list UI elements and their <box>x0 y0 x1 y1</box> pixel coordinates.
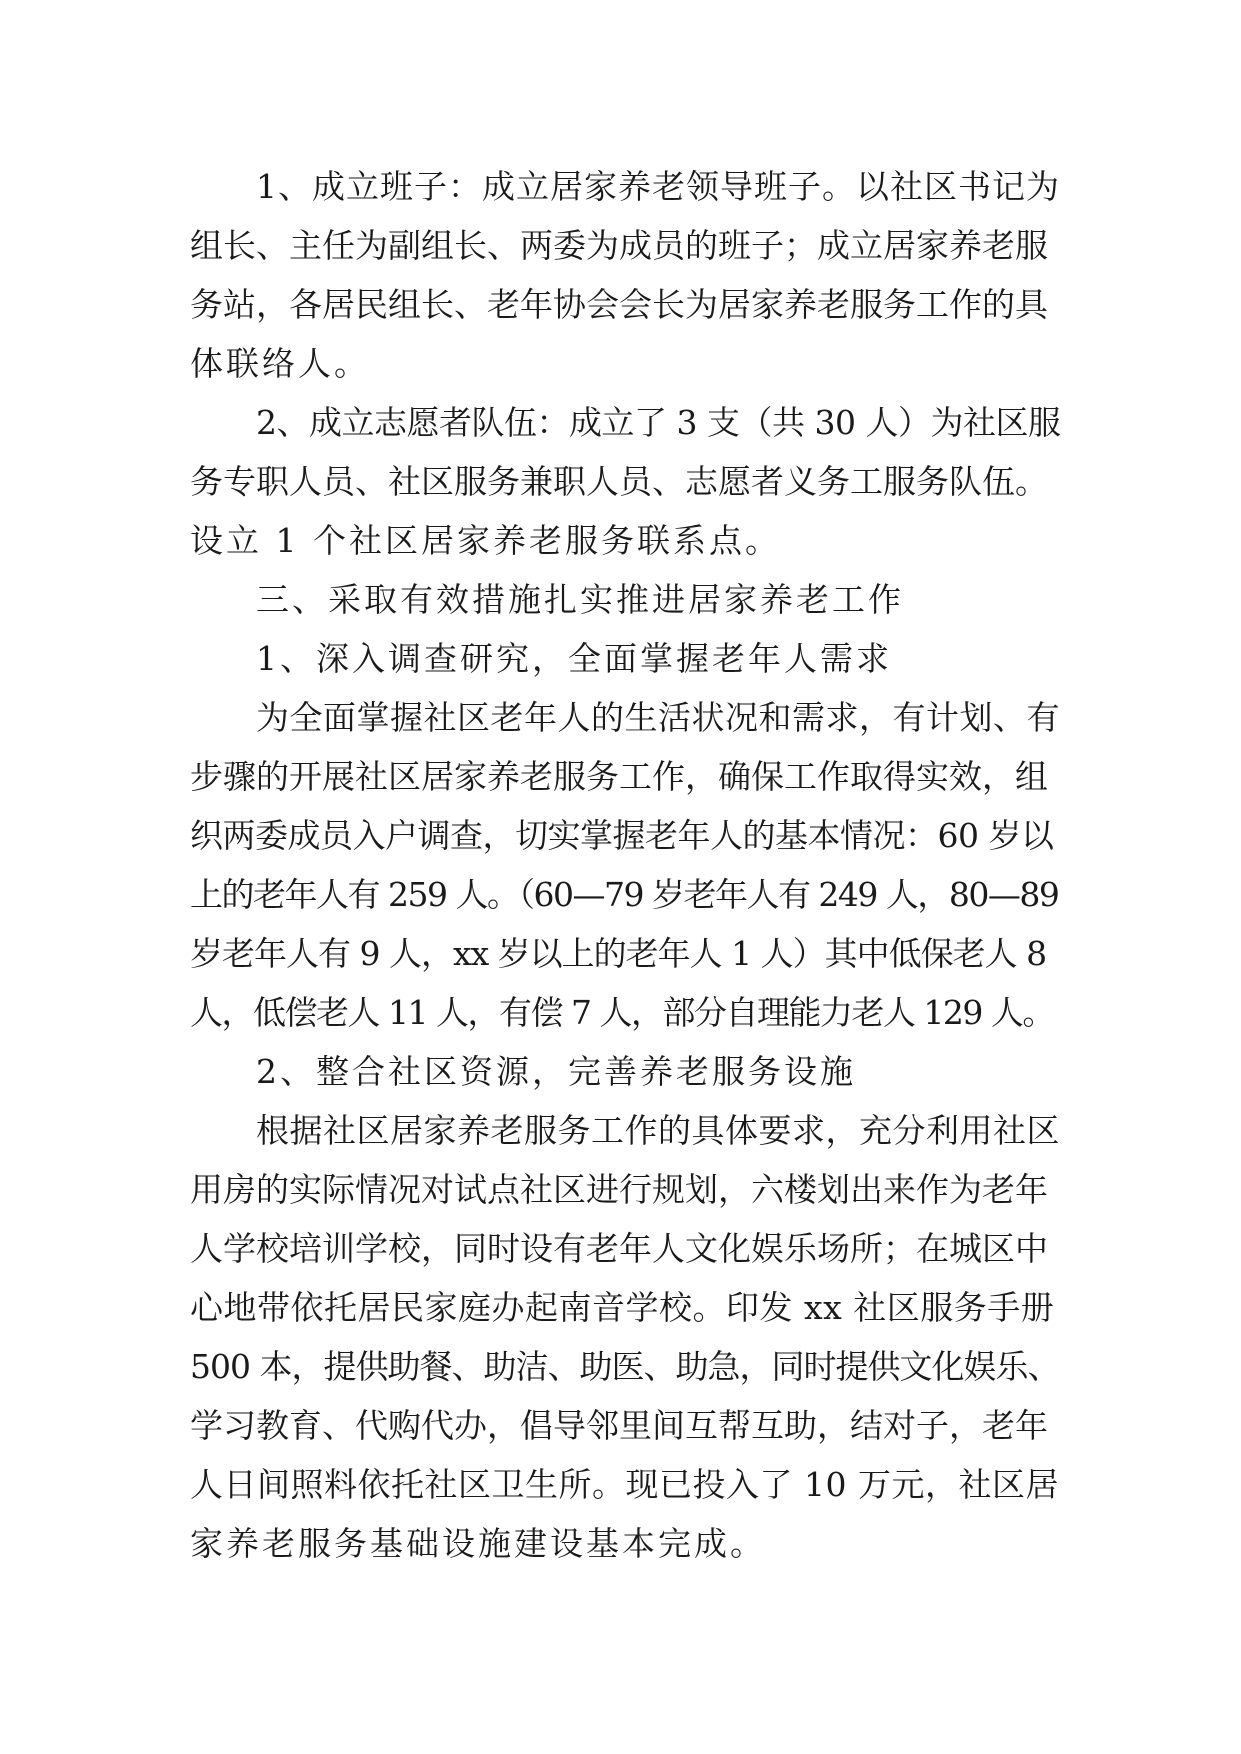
text-line-17: 根据社区居家养老服务工作的具体要求，充分利用社区 <box>256 1111 1060 1150</box>
subheading-2: 2、整合社区资源，完善养老服务设施 <box>256 1052 856 1091</box>
text-line-23: 人日间照料依托社区卫生所。现已投入了 10 万元，社区居 <box>190 1465 1059 1504</box>
text-line-11: 步骤的开展社区居家养老服务工作，确保工作取得实效，组 <box>190 757 1048 796</box>
text-line-2: 组长、主任为副组长、两委为成员的班子；成立居家养老服 <box>190 226 1048 265</box>
text-line-12: 织两委成员入户调查，切实掌握老年人的基本情况：60 岁以 <box>190 816 1054 855</box>
text-line-10: 为全面掌握社区老年人的生活状况和需求，有计划、有 <box>256 698 1060 737</box>
text-line-15: 人，低偿老人 11 人，有偿 7 人，部分自理能力老人 129 人。 <box>190 993 1054 1032</box>
text-line-6: 务专职人员、社区服务兼职人员、志愿者义务工服务队伍。 <box>190 462 1048 501</box>
text-line-3: 务站，各居民组长、老年协会会长为居家养老服务工作的具 <box>190 285 1048 324</box>
text-line-7: 设立 1 个社区居家养老服务联系点。 <box>190 521 781 560</box>
text-line-24: 家养老服务基础设施建设基本完成。 <box>190 1524 766 1563</box>
text-line-14: 岁老年人有 9 人，xx 岁以上的老年人 1 人）其中低保老人 8 <box>190 934 1047 973</box>
text-line-19: 人学校培训学校，同时设有老年人文化娱乐场所；在城区中 <box>190 1229 1048 1268</box>
text-line-22: 学习教育、代购代办，倡导邻里间互帮互助，结对子，老年 <box>190 1406 1048 1445</box>
text-line-18: 用房的实际情况对试点社区进行规划，六楼划出来作为老年 <box>190 1170 1048 1209</box>
text-line-20: 心地带依托居民家庭办起南音学校。印发 xx 社区服务手册 <box>190 1288 1055 1327</box>
text-line-5: 2、成立志愿者队伍：成立了 3 支（共 30 人）为社区服 <box>256 403 1061 442</box>
section-heading: 三、采取有效措施扎实推进居家养老工作 <box>256 580 904 619</box>
text-line-21: 500 本，提供助餐、助洁、助医、助急，同时提供文化娱乐、 <box>190 1347 1060 1386</box>
text-line-4: 体联络人。 <box>190 344 370 383</box>
subheading-1: 1、深入调查研究，全面掌握老年人需求 <box>256 639 892 678</box>
text-line-13: 上的老年人有 259 人。（60—79 岁老年人有 249 人，80—89 <box>190 875 1059 914</box>
text-line-1: 1、成立班子：成立居家养老领导班子。以社区书记为 <box>256 167 1060 206</box>
